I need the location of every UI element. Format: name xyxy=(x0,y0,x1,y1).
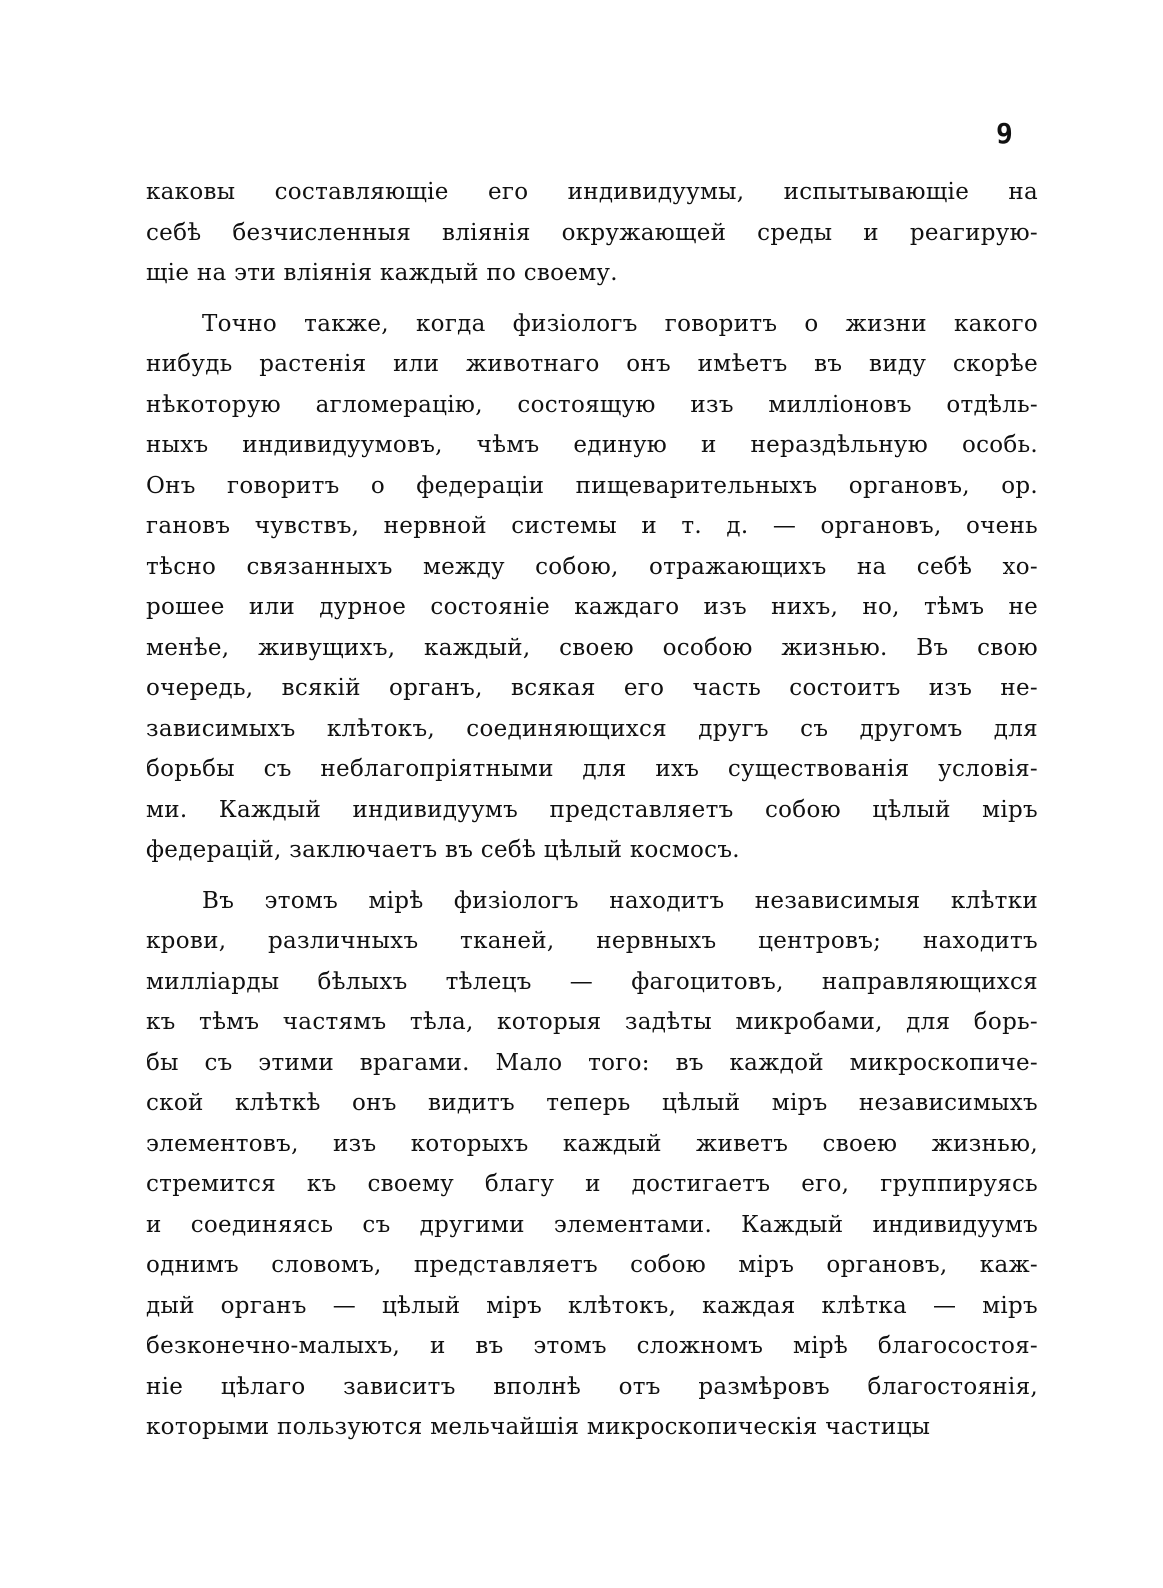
text-line: милліарды бѣлыхъ тѣлецъ — фагоцитовъ, направляющихся xyxy=(146,968,1038,995)
text-line: стремится къ своему благу и достигаетъ его, группируясь xyxy=(146,1171,1038,1197)
text-line: крови, различныхъ тканей, нервныхъ центровъ; находитъ xyxy=(146,928,1038,954)
text-line: и соединяясь съ другими элементами. Каждый индивидуумъ xyxy=(146,1211,1038,1238)
text-line: зависимыхъ клѣтокъ, соединяющихся другъ съ другомъ для xyxy=(146,715,1038,742)
paragraph-1 xyxy=(146,172,1038,294)
text-line: элементовъ, изъ которыхъ каждый живетъ своею жизнью, xyxy=(146,1130,1038,1157)
paragraph-3 xyxy=(146,881,1038,1448)
text-line: борьбы съ неблагопріятными для ихъ существованія условія- xyxy=(146,756,1038,782)
page-number: 9 xyxy=(996,117,1013,150)
text-line: нѣкоторую агломерацію, состоящую изъ милліоновъ отдѣль- xyxy=(146,391,1038,418)
text-line: нибудь растенія или животнаго онъ имѣетъ въ виду скорѣе xyxy=(146,351,1038,377)
text-line: рошее или дурное состояніе каждаго изъ нихъ, но, тѣмъ не xyxy=(146,594,1038,620)
text-line: Онъ говоритъ о федераціи пищеварительныхъ органовъ, ор. xyxy=(146,472,1038,499)
text-line: очередь, всякій органъ, всякая его часть состоитъ изъ не- xyxy=(146,675,1038,701)
text-line: Точно также, когда физіологъ говоритъ о жизни какого xyxy=(202,310,1038,337)
text-line: каковы составляющіе его индивидуумы, испытывающіе на xyxy=(146,179,1038,205)
text-line: однимъ словомъ, представляетъ собою міръ органовъ, каж- xyxy=(146,1252,1038,1278)
text-line: ми. Каждый индивидуумъ представляетъ собою цѣлый міръ xyxy=(146,796,1038,823)
text-line: которыми пользуются мельчайшія микроскопическія частицы xyxy=(146,1414,931,1440)
text-line: дый органъ — цѣлый міръ клѣтокъ, каждая клѣтка — міръ xyxy=(146,1292,1038,1319)
text-line: ныхъ индивидуумовъ, чѣмъ единую и нераздѣльную особь. xyxy=(146,432,1038,458)
text-line: ніе цѣлаго зависитъ вполнѣ отъ размѣровъ благостоянія, xyxy=(146,1373,1038,1400)
text-line: ской клѣткѣ онъ видитъ теперь цѣлый міръ независимыхъ xyxy=(146,1090,1038,1116)
text-line: бы съ этими врагами. Мало того: въ каждой микроскопиче- xyxy=(146,1049,1038,1076)
text-line: тѣсно связанныхъ между собою, отражающихъ на себѣ хо- xyxy=(146,553,1038,580)
text-line: себѣ безчисленныя вліянія окружающей среды и реагирую- xyxy=(146,219,1038,246)
text-line: щіе на эти вліянія каждый по своему. xyxy=(146,260,618,286)
text-line: федерацій, заключаетъ въ себѣ цѣлый космосъ. xyxy=(146,837,740,863)
text-line: къ тѣмъ частямъ тѣла, которыя задѣты микробами, для борь- xyxy=(146,1009,1038,1035)
paragraph-2 xyxy=(146,304,1038,871)
text-line: менѣе, живущихъ, каждый, своею особою жизнью. Въ свою xyxy=(146,634,1038,661)
text-line: безконечно-малыхъ, и въ этомъ сложномъ мірѣ благосостоя- xyxy=(146,1333,1038,1359)
text-line: гановъ чувствъ, нервной системы и т. д. — органовъ, очень xyxy=(146,513,1038,539)
body-text xyxy=(146,172,1038,1448)
text-line: Въ этомъ мірѣ физіологъ находитъ независимыя клѣтки xyxy=(202,887,1038,914)
